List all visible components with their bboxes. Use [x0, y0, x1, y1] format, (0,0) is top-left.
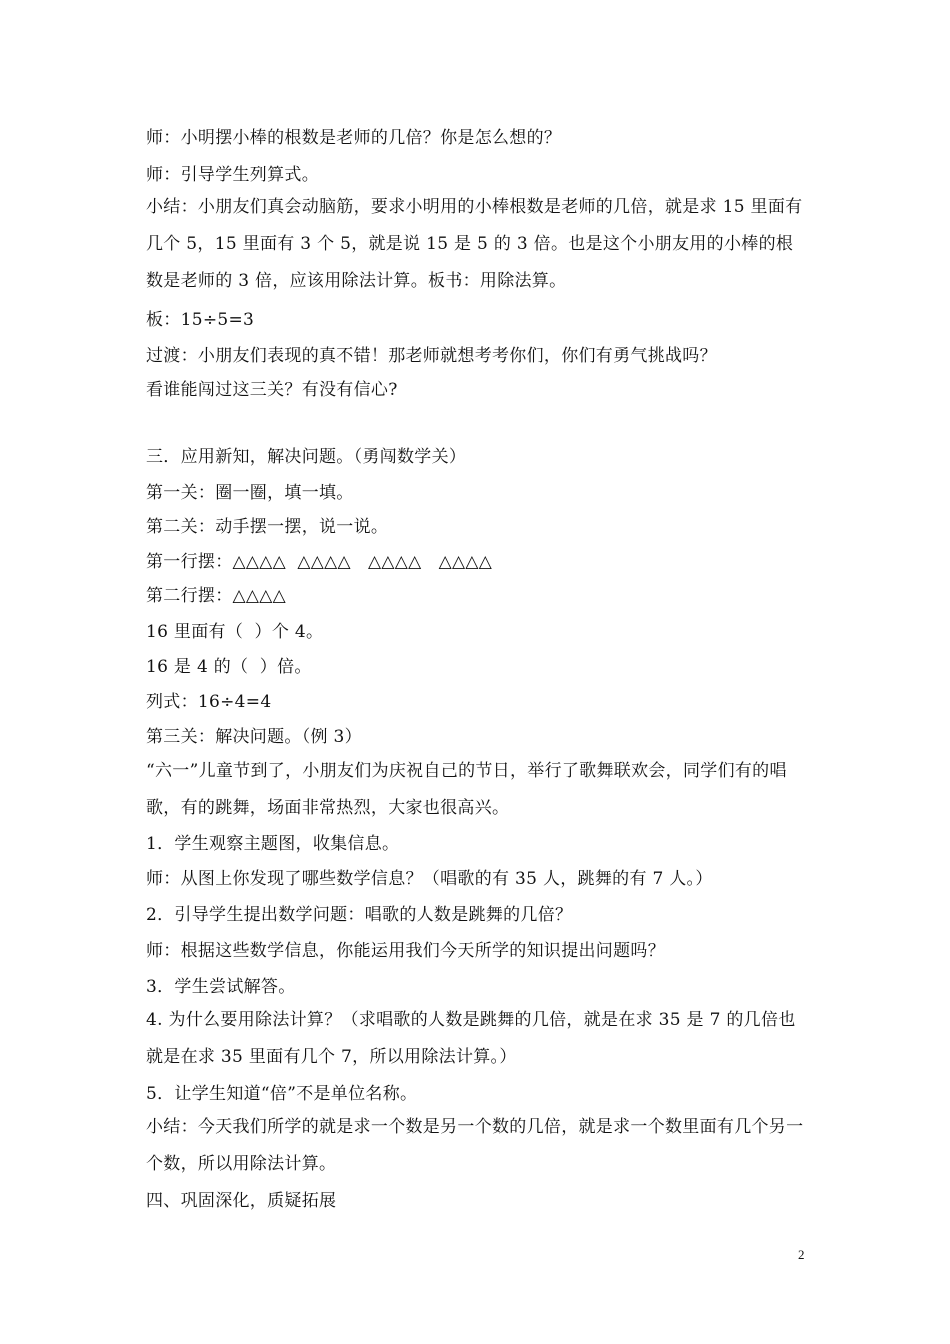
paragraph-row-1: 第一行摆：△△△△ △△△△ △△△△ △△△△	[146, 552, 493, 572]
list-item-4: 4. 为什么要用除法计算？（求唱歌的人数是跳舞的几倍，就是在求 35 是 7 的几倍也就是在求 35 里面有几个 7，所以用除法计算。）	[146, 1010, 796, 1067]
paragraph-formula: 列式：16÷4=4	[146, 692, 272, 712]
paragraph-blank-1: 16 里面有（ ）个 4。	[146, 622, 324, 642]
paragraph-blank-2: 16 是 4 的（ ）倍。	[146, 657, 312, 677]
paragraph-teacher-question: 师：小明摆小棒的根数是老师的几倍？你是怎么想的？	[146, 128, 562, 148]
paragraph-transition: 过渡：小朋友们表现的真不错！那老师就想考考你们，你们有勇气挑战吗？	[146, 346, 717, 366]
page-number: 2	[798, 1247, 805, 1262]
paragraph-level-2: 第二关：动手摆一摆，说一说。	[146, 517, 389, 537]
paragraph-story: “六一”儿童节到了，小朋友们为庆祝自己的节日，举行了歌舞联欢会，同学们有的唱歌，有的跳舞，场面非常热烈，大家也很高兴。	[146, 761, 787, 818]
paragraph-teacher-guide: 师：引导学生列算式。	[146, 165, 319, 185]
section-heading-3: 三．应用新知，解决问题。（勇闯数学关）	[146, 447, 467, 467]
list-item-3: 3．学生尝试解答。	[146, 977, 296, 997]
paragraph-row-2: 第二行摆：△△△△	[146, 586, 286, 606]
paragraph-teacher-info: 师：从图上你发现了哪些数学信息？（唱歌的有 35 人，跳舞的有 7 人。）	[146, 869, 713, 889]
paragraph-summary-1: 小结：小朋友们真会动脑筋，要求小明用的小棒根数是老师的几倍，就是求 15 里面有几个 5，15 里面有 3 个 5，就是说 15 是 5 的 3 倍。也是这个小朋友用的小棒的根数是老师的 3 倍，应该用除法计算。板书：用除法算。	[146, 197, 803, 291]
list-item-1: 1．学生观察主题图，收集信息。	[146, 834, 400, 854]
paragraph-challenge: 看谁能闯过这三关？有没有信心?	[146, 380, 398, 400]
list-item-5: 5．让学生知道“倍”不是单位名称。	[146, 1084, 418, 1104]
paragraph-board-equation: 板：15÷5=3	[146, 310, 255, 330]
paragraph-level-1: 第一关：圈一圈，填一填。	[146, 483, 354, 503]
list-item-2: 2．引导学生提出数学问题：唱歌的人数是跳舞的几倍？	[146, 905, 573, 925]
section-heading-4: 四、巩固深化，质疑拓展	[146, 1191, 337, 1211]
paragraph-level-3: 第三关：解决问题。（例 3）	[146, 727, 362, 747]
paragraph-summary-2: 小结：今天我们所学的就是求一个数是另一个数的几倍，就是求一个数里面有几个另一个数，所以用除法计算。	[146, 1117, 804, 1174]
paragraph-teacher-ask: 师：根据这些数学信息，你能运用我们今天所学的知识提出问题吗？	[146, 941, 665, 961]
